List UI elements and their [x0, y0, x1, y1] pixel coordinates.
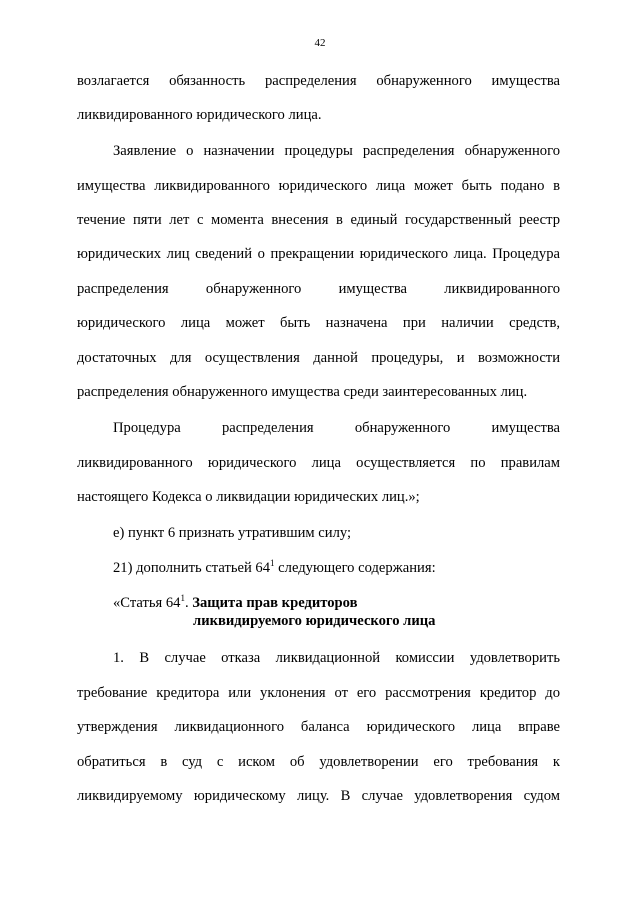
- page-number: 42: [314, 37, 326, 49]
- paragraph-line: имущества ликвидированного юридического лица может быть подано в: [77, 178, 560, 194]
- paragraph-line: течение пяти лет с момента внесения в единый государственный реестр: [77, 212, 560, 228]
- paragraph-line: е) пункт 6 признать утратившим силу;: [113, 525, 352, 541]
- paragraph-line: возлагается обязанность распределения обнаруженного имущества: [77, 73, 560, 89]
- paragraph-line: распределения обнаруженного имущества ликвидированного: [77, 281, 560, 297]
- paragraph-line: Заявление о назначении процедуры распределения обнаруженного: [113, 143, 560, 159]
- paragraph-line: юридического лица может быть назначена при наличии средств,: [77, 315, 560, 331]
- paragraph-line: юридических лиц сведений о прекращении юридического лица. Процедура: [77, 246, 560, 262]
- paragraph-line: требование кредитора или уклонения от его рассмотрения кредитор до: [77, 685, 560, 701]
- text-fragment: 21) дополнить статьей 64: [113, 560, 271, 576]
- paragraph-line: [113, 559, 560, 577]
- article-title-line1: Защита прав кредиторов: [192, 595, 358, 611]
- paragraph-line: обратиться в суд с иском об удовлетворении его требования к: [77, 754, 560, 770]
- article-heading: [113, 594, 596, 612]
- paragraph-line: Процедура распределения обнаруженного имущества: [113, 420, 560, 436]
- paragraph-line: 1. В случае отказа ликвидационной комиссии удовлетворить: [113, 650, 560, 666]
- paragraph-line: ликвидируемому юридическому лицу. В случае удовлетворения судом: [77, 788, 560, 804]
- paragraph-line: достаточных для осуществления данной процедуры, и возможности: [77, 350, 560, 366]
- article-heading-line2: [193, 612, 640, 630]
- paragraph-line: ликвидированного юридического лица осуществляется по правилам: [77, 455, 560, 471]
- paragraph-line: ликвидированного юридического лица.: [77, 107, 322, 123]
- paragraph-line: утверждения ликвидационного баланса юридического лица вправе: [77, 719, 560, 735]
- article-title-line2: ликвидируемого юридического лица: [193, 613, 436, 629]
- article-number: «Статья $64^1$.: [113, 593, 189, 611]
- text-fragment: следующего содержания:: [274, 560, 436, 576]
- paragraph-line: настоящего Кодекса о ликвидации юридических лиц.»;: [77, 489, 420, 505]
- paragraph-line: распределения обнаруженного имущества среди заинтересованных лиц.: [77, 384, 528, 400]
- superscript: 1: [270, 558, 275, 568]
